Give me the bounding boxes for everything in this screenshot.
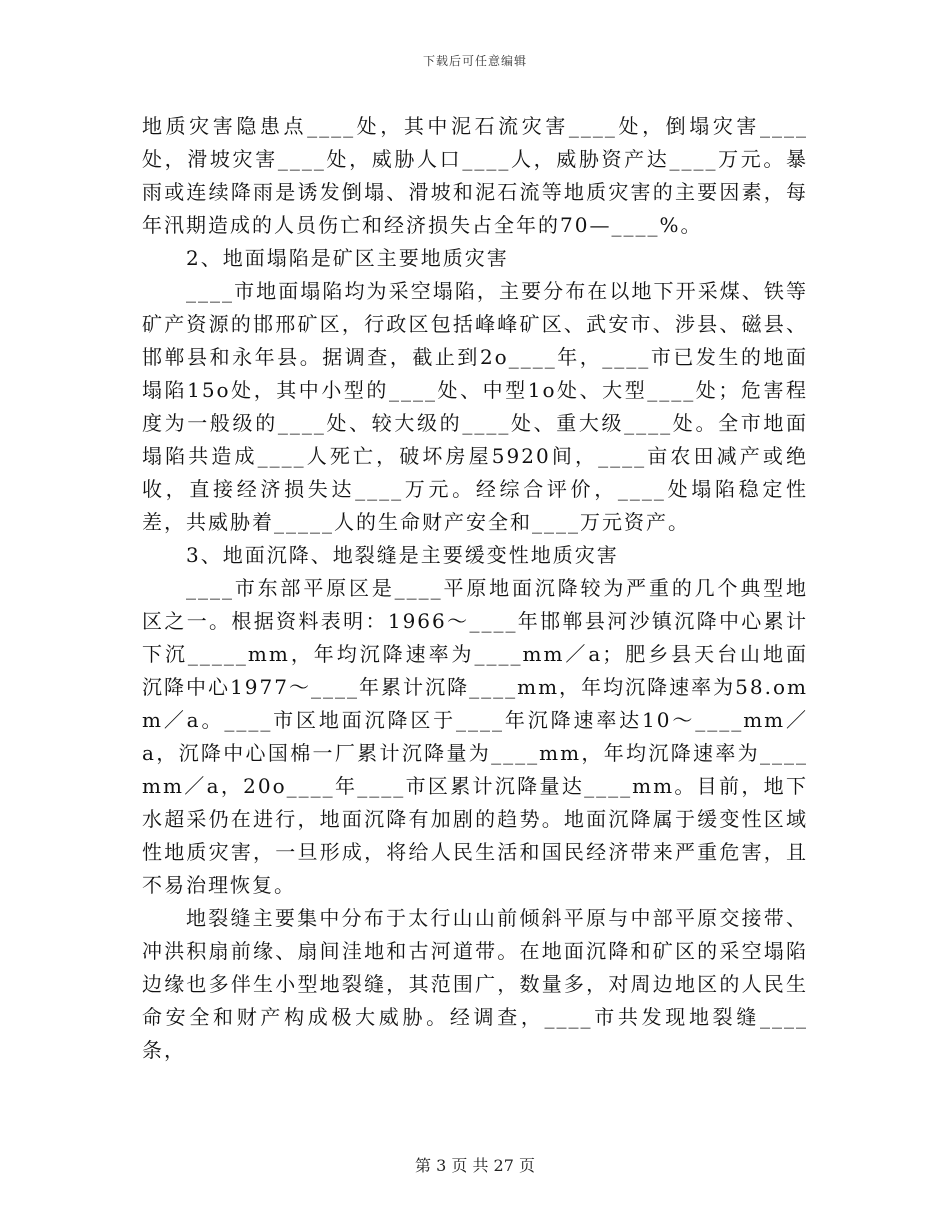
paragraph-subsidence: ____市地面塌陷均为采空塌陷，主要分布在以地下开采煤、铁等矿产资源的邯邢矿区，行政区包括峰峰矿区、武安市、涉县、磁县、邯郸县和永年县。据调查，截止到2o____年，____市已发生的地面塌陷15o处，其中小型的____处、中型1o处、大型____处；危害程度为一般级的____处、较大级的____处、重大级____处。全市地面塌陷共造成____人死亡，破坏房屋5920间，____亩农田减产或绝收，直接经济损失达____万元。经综合评价，____处塌陷稳定性差，共威胁着_____人的生命财产安全和____万元资产。 xyxy=(142,279,808,534)
paragraph-ground-fissures: 地裂缝主要集中分布于太行山山前倾斜平原与中部平原交接带、冲洪积扇前缘、扇间洼地和古河道带。在地面沉降和矿区的采空塌陷边缘也多伴生小型地裂缝，其范围广，数量多，对周边地区的人民生命安全和财产构成极大威胁。经调查，____市共发现地裂缝____条， xyxy=(142,906,808,1062)
paragraph-hazard-points: 地质灾害隐患点____处，其中泥石流灾害____处，倒塌灾害____处，滑坡灾害____处，威胁人口____人，威胁资产达____万元。暴雨或连续降雨是诱发倒塌、滑坡和泥石流等地质灾害的主要因素，每年汛期造成的人员伤亡和经济损失占全年的70—____%。 xyxy=(142,114,808,237)
document-body xyxy=(142,110,808,1067)
page-number: 第 3 页 共 27 页 xyxy=(415,1156,535,1175)
page-header: 下载后可任意编辑 xyxy=(422,54,527,68)
section-heading-subsidence: 2、地面塌陷是矿区主要地质灾害 xyxy=(186,246,509,270)
section-heading-settlement: 3、地面沉降、地裂缝是主要缓变性地质灾害 xyxy=(186,543,619,567)
paragraph-settlement: ____市东部平原区是____平原地面沉降较为严重的几个典型地区之一。根据资料表明：1966～____年邯郸县河沙镇沉降中心累计下沉_____mm，年均沉降速率为____mm／a；肥乡县天台山地面沉降中心1977～____年累计沉降____mm，年均沉降速率为58.omm／a。____市区地面沉降区于____年沉降速率达10～____mm／a，沉降中心国棉一厂累计沉降量为____mm，年均沉降速率为____mm／a，20o____年____市区累计沉降量达____mm。目前，地下水超采仍在进行，地面沉降有加剧的趋势。地面沉降属于缓变性区域性地质灾害，一旦形成，将给人民生活和国民经济带来严重危害，且不易治理恢复。 xyxy=(142,576,808,897)
